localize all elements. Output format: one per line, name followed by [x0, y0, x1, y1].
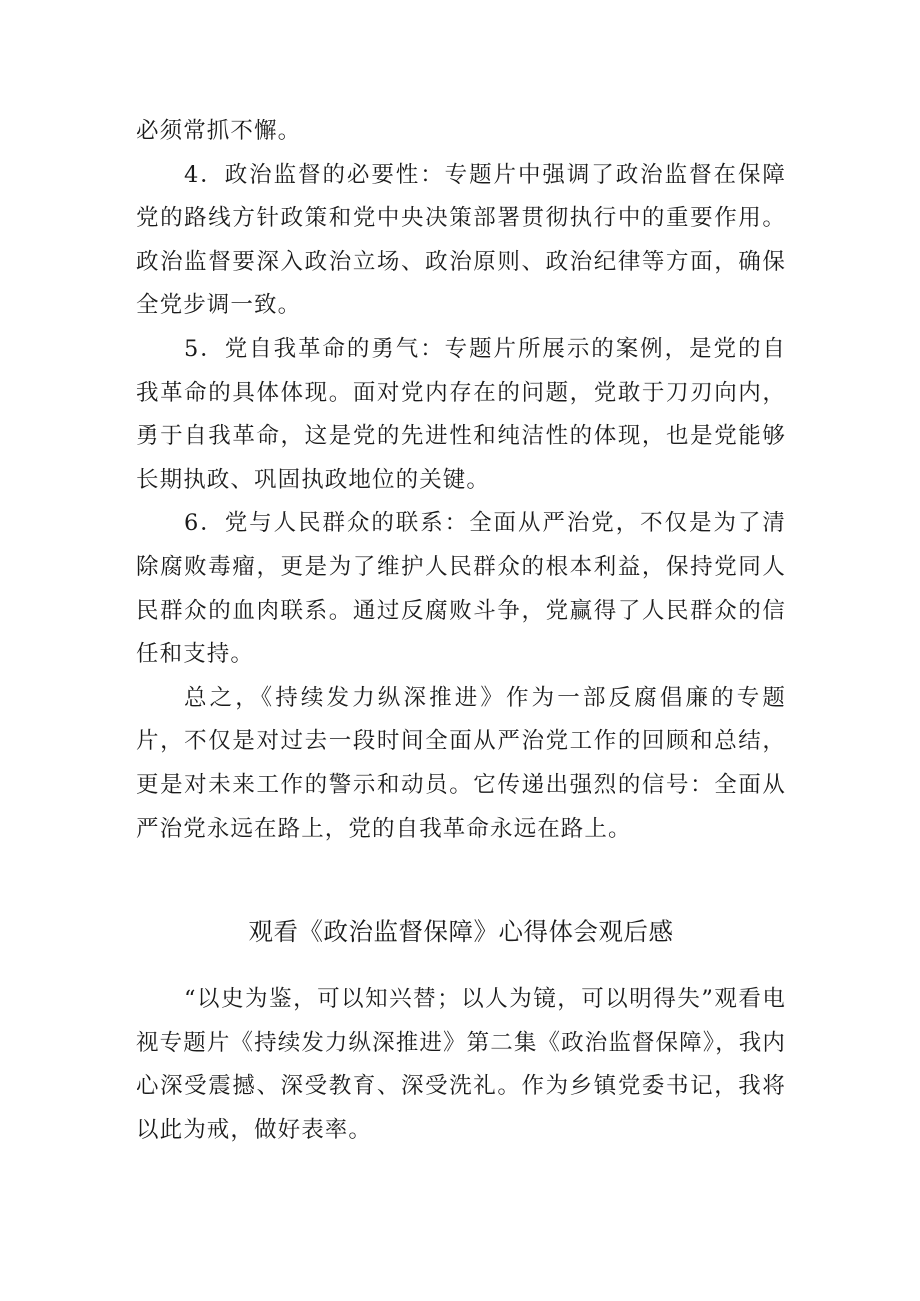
paragraph-self-revolution: 5．党自我革命的勇气：专题片所展示的案例，是党的自我革命的具体体现。面对党内存在的问题，党敢于刀刃向内，勇于自我革命，这是党的先进性和纯洁性的体现，也是党能够长期执政、巩固执政地位的关键。 — [136, 335, 786, 493]
paragraph-conclusion: 总之，《持续发力纵深推进》作为一部反腐倡廉的专题片，不仅是对过去一段时间全面从严治党工作的回顾和总结，更是对未来工作的警示和动员。它传递出强烈的信号：全面从严治党永远在路上，党的自我革命永远在路上。 — [136, 684, 786, 842]
document-body — [136, 110, 786, 1143]
paragraph-section-intro: “以史为鉴，可以知兴替；以人为镜，可以明得失”观看电视专题片《持续发力纵深推进》第二集《政治监督保障》，我内心深受震撼、深受教育、深受洗礼。作为乡镇党委书记，我将以此为戒，做好表率。 — [136, 986, 786, 1143]
paragraph-continuation: 必须常抓不懈。 — [136, 118, 302, 144]
section-body — [136, 978, 786, 1152]
section-title: 观看《政治监督保障》心得体会观后感 — [248, 917, 674, 946]
paragraph-political-supervision: 4．政治监督的必要性：专题片中强调了政治监督在保障党的路线方针政策和党中央决策部署贯彻执行中的重要作用。政治监督要深入政治立场、政治原则、政治纪律等方面，确保全党步调一致。 — [136, 161, 786, 319]
paragraph-people-connection: 6．党与人民群众的联系：全面从严治党，不仅是为了清除腐败毒瘤，更是为了维护人民群众的根本利益，保持党同人民群众的血肉联系。通过反腐败斗争，党赢得了人民群众的信任和支持。 — [136, 510, 786, 668]
